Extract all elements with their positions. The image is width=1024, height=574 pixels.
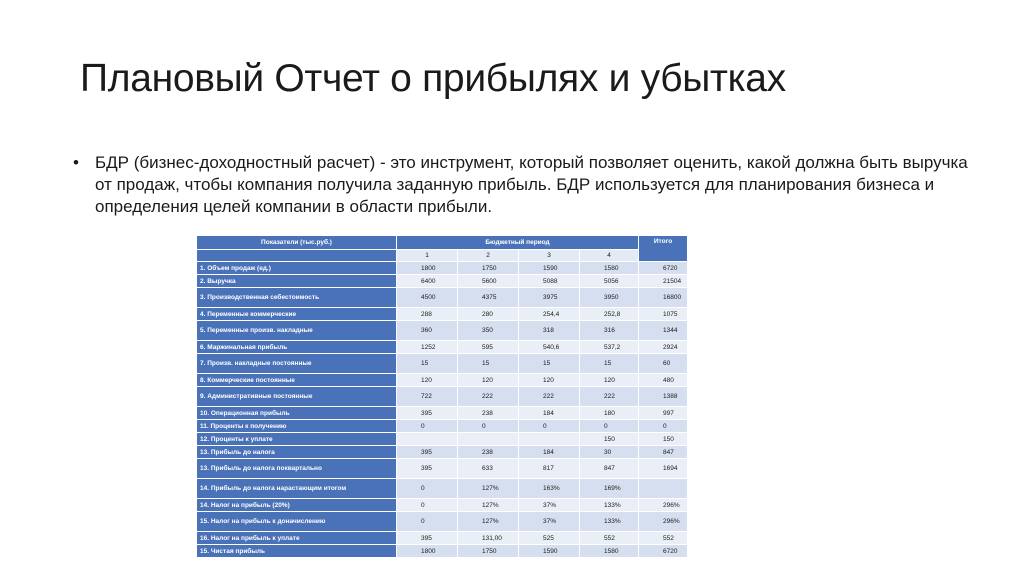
total-value-cell: 150	[639, 433, 688, 446]
table-row	[197, 479, 688, 499]
period-3: 3	[519, 250, 580, 262]
period-value-cell: 537,2	[580, 341, 639, 354]
period-value-cell: 120	[458, 374, 519, 387]
row-label: 13. Прибыль до налога	[197, 446, 397, 459]
period-value-cell: 222	[580, 387, 639, 407]
period-value-cell	[397, 433, 458, 446]
period-value-cell: 120	[519, 374, 580, 387]
table-row	[197, 512, 688, 532]
period-value-cell: 1590	[519, 545, 580, 558]
period-2: 2	[458, 250, 519, 262]
header-indicator: Показатели (тыс.руб.)	[197, 236, 397, 250]
row-label: 4. Переменные коммерческие	[197, 308, 397, 321]
period-value-cell: 5056	[580, 275, 639, 288]
total-value-cell: 1694	[639, 459, 688, 479]
period-value-cell: 37%	[519, 499, 580, 512]
row-label: 10. Операционная прибыль	[197, 407, 397, 420]
period-value-cell: 360	[397, 321, 458, 341]
period-value-cell: 722	[397, 387, 458, 407]
period-value-cell: 525	[519, 532, 580, 545]
period-value-cell: 120	[397, 374, 458, 387]
profit-loss-table	[196, 235, 687, 558]
period-value-cell: 3975	[519, 288, 580, 308]
total-value-cell: 6720	[639, 262, 688, 275]
period-value-cell: 847	[580, 459, 639, 479]
period-value-cell: 15	[458, 354, 519, 374]
period-value-cell: 395	[397, 446, 458, 459]
period-value-cell	[458, 433, 519, 446]
slide-title: Плановый Отчет о прибылях и убытках	[80, 57, 786, 100]
period-value-cell: 0	[580, 420, 639, 433]
row-label: 15. Чистая прибыль	[197, 545, 397, 558]
period-value-cell: 316	[580, 321, 639, 341]
period-value-cell: 131,00	[458, 532, 519, 545]
table-row	[197, 374, 688, 387]
period-value-cell: 133%	[580, 512, 639, 532]
total-value-cell: 847	[639, 446, 688, 459]
period-value-cell: 395	[397, 407, 458, 420]
total-value-cell: 6720	[639, 545, 688, 558]
table-row	[197, 288, 688, 308]
period-value-cell: 3950	[580, 288, 639, 308]
total-value-cell: 480	[639, 374, 688, 387]
row-label: 9. Административные постоянные	[197, 387, 397, 407]
total-value-cell: 2924	[639, 341, 688, 354]
row-label: 7. Произв. накладные постоянные	[197, 354, 397, 374]
row-label: 2. Выручка	[197, 275, 397, 288]
total-value-cell: 296%	[639, 499, 688, 512]
total-value-cell: 552	[639, 532, 688, 545]
total-value-cell: 0	[639, 420, 688, 433]
row-label: 12. Проценты к уплате	[197, 433, 397, 446]
table-row	[197, 420, 688, 433]
period-value-cell: 1252	[397, 341, 458, 354]
row-label: 5. Переменные произв. накладные	[197, 321, 397, 341]
bullet-dot-icon: •	[73, 153, 79, 172]
period-value-cell: 30	[580, 446, 639, 459]
period-value-cell: 1580	[580, 545, 639, 558]
row-label: 15. Налог на прибыль к доначислению	[197, 512, 397, 532]
period-value-cell: 15	[580, 354, 639, 374]
table-row	[197, 308, 688, 321]
period-value-cell: 5600	[458, 275, 519, 288]
period-value-cell: 1800	[397, 545, 458, 558]
period-4: 4	[580, 250, 639, 262]
table-row	[197, 354, 688, 374]
period-value-cell: 1590	[519, 262, 580, 275]
table-row	[197, 407, 688, 420]
table-row	[197, 532, 688, 545]
period-value-cell: 817	[519, 459, 580, 479]
row-label: 1. Объем продаж (ед.)	[197, 262, 397, 275]
period-value-cell: 169%	[580, 479, 639, 499]
period-value-cell: 15	[519, 354, 580, 374]
bullet-paragraph	[73, 152, 973, 218]
period-value-cell: 280	[458, 308, 519, 321]
period-value-cell: 350	[458, 321, 519, 341]
row-label: 14. Налог на прибыль (20%)	[197, 499, 397, 512]
period-value-cell: 0	[458, 420, 519, 433]
period-value-cell: 184	[519, 446, 580, 459]
period-value-cell: 254,4	[519, 308, 580, 321]
period-value-cell: 184	[519, 407, 580, 420]
bullet-text: БДР (бизнес-доходностный расчет) - это инструмент, который позволяет оценить, какой должна быть выручка от продаж, чтобы компания получила заданную прибыль. БДР используется для планирования бизнеса и определения целей компании в области прибыли.	[95, 153, 968, 216]
period-value-cell: 4375	[458, 288, 519, 308]
total-value-cell: 1388	[639, 387, 688, 407]
row-label: 13. Прибыль до налога поквартально	[197, 459, 397, 479]
row-label: 16. Налог на прибыль к уплате	[197, 532, 397, 545]
table-row	[197, 262, 688, 275]
row-label: 8. Коммерческие постоянные	[197, 374, 397, 387]
header-total: Итого	[639, 236, 688, 262]
period-value-cell: 120	[580, 374, 639, 387]
row-label: 11. Проценты к получению	[197, 420, 397, 433]
period-value-cell: 180	[580, 407, 639, 420]
period-value-cell: 0	[397, 499, 458, 512]
table-row	[197, 545, 688, 558]
table-row	[197, 446, 688, 459]
total-value-cell	[639, 479, 688, 499]
period-value-cell: 0	[397, 420, 458, 433]
period-value-cell: 395	[397, 532, 458, 545]
period-value-cell: 222	[519, 387, 580, 407]
period-value-cell: 127%	[458, 499, 519, 512]
table-row	[197, 321, 688, 341]
total-value-cell: 296%	[639, 512, 688, 532]
period-value-cell: 238	[458, 407, 519, 420]
header-blank-cell	[197, 250, 397, 262]
period-value-cell: 133%	[580, 499, 639, 512]
total-value-cell: 16800	[639, 288, 688, 308]
period-value-cell: 150	[580, 433, 639, 446]
period-value-cell	[519, 433, 580, 446]
period-value-cell: 1750	[458, 262, 519, 275]
table-row	[197, 341, 688, 354]
period-value-cell: 1800	[397, 262, 458, 275]
total-value-cell: 1344	[639, 321, 688, 341]
row-label: 3. Производственная себестоимость	[197, 288, 397, 308]
period-value-cell: 540,6	[519, 341, 580, 354]
period-value-cell: 318	[519, 321, 580, 341]
table-row	[197, 499, 688, 512]
period-1: 1	[397, 250, 458, 262]
period-value-cell: 127%	[458, 479, 519, 499]
header-budget-period: Бюджетный период	[397, 236, 639, 250]
period-value-cell: 15	[397, 354, 458, 374]
period-value-cell: 252,8	[580, 308, 639, 321]
period-value-cell: 595	[458, 341, 519, 354]
period-value-cell: 395	[397, 459, 458, 479]
table-row	[197, 387, 688, 407]
period-value-cell: 127%	[458, 512, 519, 532]
period-value-cell: 1750	[458, 545, 519, 558]
period-value-cell: 37%	[519, 512, 580, 532]
table-row	[197, 433, 688, 446]
total-value-cell: 1075	[639, 308, 688, 321]
table-row	[197, 459, 688, 479]
period-value-cell: 0	[519, 420, 580, 433]
period-value-cell: 163%	[519, 479, 580, 499]
period-value-cell: 288	[397, 308, 458, 321]
period-value-cell: 1580	[580, 262, 639, 275]
total-value-cell: 21504	[639, 275, 688, 288]
table-row	[197, 275, 688, 288]
period-value-cell: 0	[397, 512, 458, 532]
total-value-cell: 997	[639, 407, 688, 420]
period-value-cell: 4500	[397, 288, 458, 308]
period-value-cell: 238	[458, 446, 519, 459]
period-value-cell: 5088	[519, 275, 580, 288]
period-value-cell: 0	[397, 479, 458, 499]
table-body	[197, 262, 688, 558]
period-value-cell: 222	[458, 387, 519, 407]
total-value-cell: 60	[639, 354, 688, 374]
period-value-cell: 633	[458, 459, 519, 479]
row-label: 14. Прибыль до налога нарастающим итогом	[197, 479, 397, 499]
row-label: 6. Маржинальная прибыль	[197, 341, 397, 354]
period-value-cell: 552	[580, 532, 639, 545]
period-value-cell: 6400	[397, 275, 458, 288]
